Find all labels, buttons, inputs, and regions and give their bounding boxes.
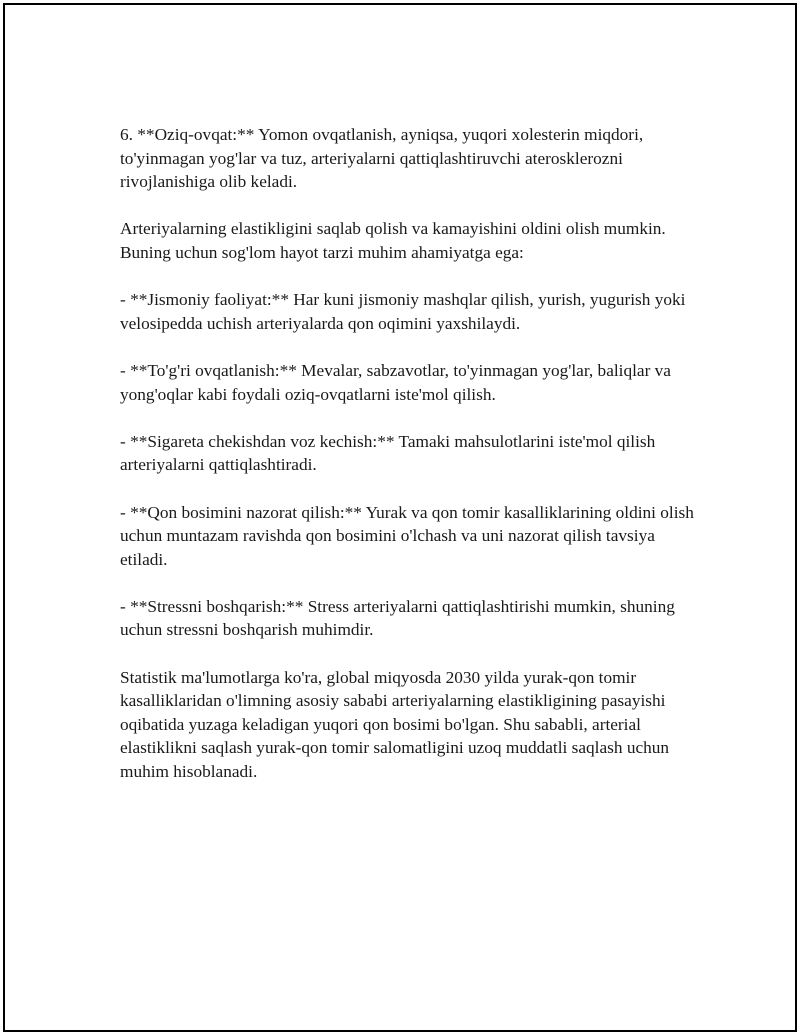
list-item-stress-management: - **Stressni boshqarish:** Stress arteriyalarni qattiqlashtirishi mumkin, shuning uchun stressni boshqarish muhimdir. [120,596,675,640]
document-body [120,123,700,807]
list-item-quit-smoking: - **Sigareta chekishdan voz kechish:** Tamaki mahsulotlarini iste'mol qilish arteriyalarni qattiqlashtiradi. [120,431,656,475]
paragraph-nutrition: 6. **Oziq-ovqat:** Yomon ovqatlanish, ayniqsa, yuqori xolesterin miqdori, to'yinmagan yog'lar va tuz, arteriyalarni qattiqlashtiruvchi aterosklerozni rivojlanishiga olib keladi. [120,125,644,192]
list-item-physical-activity: - **Jismoniy faoliyat:** Har kuni jismoniy mashqlar qilish, yurish, yugurish yoki velosipedda uchish arteriyalarda qon oqimini yaxshilaydi. [120,290,686,333]
list-item-proper-nutrition: - **To'g'ri ovqatlanish:** Mevalar, sabzavotlar, to'yinmagan yog'lar, baliqlar va yong'oqlar kabi foydali oziq-ovqatlarni iste'mol qilish. [120,360,671,404]
paragraph-statistics: Statistik ma'lumotlarga ko'ra, global miqyosda 2030 yilda yurak-qon tomir kasalliklaridan o'limning asosiy sababi arteriyalarning elastikligining pasayishi oqibatida yuzaga keladigan yuqori qon bosimi bo'lgan. Shu sababli, arterial elastiklikni saqlash yurak-qon tomir salomatligini uzoq muddatli saqlash uchun muhim hisoblanadi. [120,667,670,782]
list-item-blood-pressure: - **Qon bosimini nazorat qilish:** Yurak va qon tomir kasalliklarining oldini olish uchun muntazam ravishda qon bosimini o'lchash va uni nazorat qilish tavsiya etiladi. [120,502,694,569]
paragraph-prevention-intro: Arteriyalarning elastikligini saqlab qolish va kamayishini oldini olish mumkin. Buning uchun sog'lom hayot tarzi muhim ahamiyatga ega: [120,219,666,262]
page-border [3,3,797,1032]
